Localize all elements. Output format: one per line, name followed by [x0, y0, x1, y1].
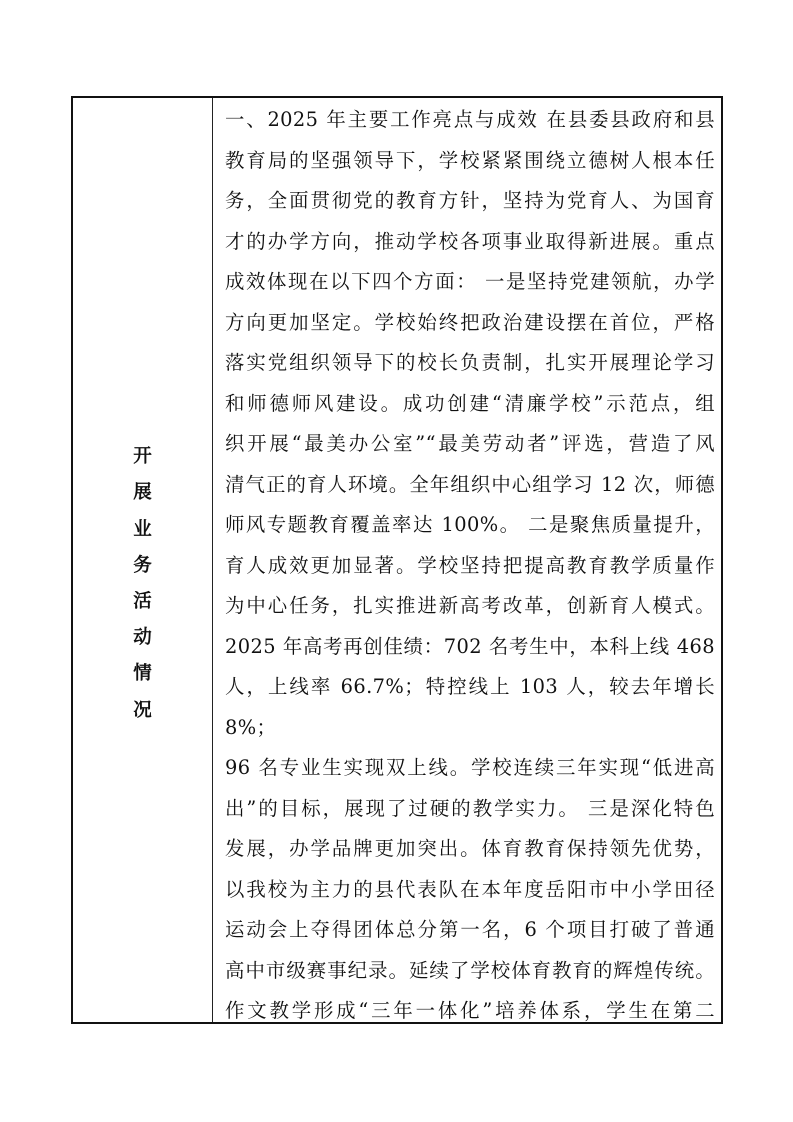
content-line: 人，上线率 66.7%；特控线上 103 人，较去年增长 8%； — [225, 675, 715, 739]
content-line: 成效体现在以下四个方面： 一是坚持党建领航，办学 — [225, 270, 715, 293]
content-line: 为中心任务，扎实推进新高考改革，创新育人模式。 — [225, 594, 715, 617]
content-line: 发展，办学品牌更加突出。体育教育保持领先优势， — [225, 837, 715, 860]
content-cell — [213, 98, 721, 1022]
content-line: 作文教学形成“三年一体化”培养体系，学生在第二 — [225, 999, 715, 1022]
content-line: 以我校为主力的县代表队在本年度岳阳市中小学田径 — [225, 877, 715, 901]
content-line: 和师德师风建设。成功创建“清廉学校”示范点，组 — [225, 391, 715, 415]
content-line: 务，全面贯彻党的教育方针，坚持为党育人、为国育 — [225, 189, 715, 212]
row-label-cell — [73, 98, 213, 1022]
content-line: 清气正的育人环境。全年组织中心组学习 12 次，师德 — [225, 472, 715, 496]
content-line: 才的办学方向，推动学校各项事业取得新进展。重点 — [225, 229, 715, 253]
content-line: 教育局的坚强领导下，学校紧紧围绕立德树人根本任 — [225, 148, 715, 172]
content-line: 方向更加坚定。学校始终把政治建设摆在首位，严格 — [225, 310, 715, 334]
content-line: 高中市级赛事纪录。延续了学校体育教育的辉煌传统。 — [225, 958, 715, 982]
content-line: 师风专题教育覆盖率达 100%。 二是聚焦质量提升， — [225, 513, 715, 536]
content-line: 出”的目标，展现了过硬的教学实力。 三是深化特色 — [225, 796, 715, 820]
content-line: 2025 年高考再创佳绩：702 名考生中，本科上线 468 — [225, 634, 715, 658]
content-line: 育人成效更加显著。学校坚持把提高教育教学质量作 — [225, 553, 715, 577]
content-line: 运动会上夺得团体总分第一名，6 个项目打破了普通 — [225, 918, 715, 941]
content-line: 96 名专业生实现双上线。学校连续三年实现“低进高 — [225, 756, 715, 779]
content-line: 落实党组织领导下的校长负责制，扎实开展理论学习 — [225, 351, 715, 374]
report-table — [71, 96, 723, 1024]
content-line: 织开展“最美办公室”“最美劳动者”评选，营造了风 — [225, 432, 715, 455]
content-line: 一、2025 年主要工作亮点与成效 在县委县政府和县 — [225, 108, 715, 131]
row-label: 开展业务活动情况 — [133, 446, 152, 721]
